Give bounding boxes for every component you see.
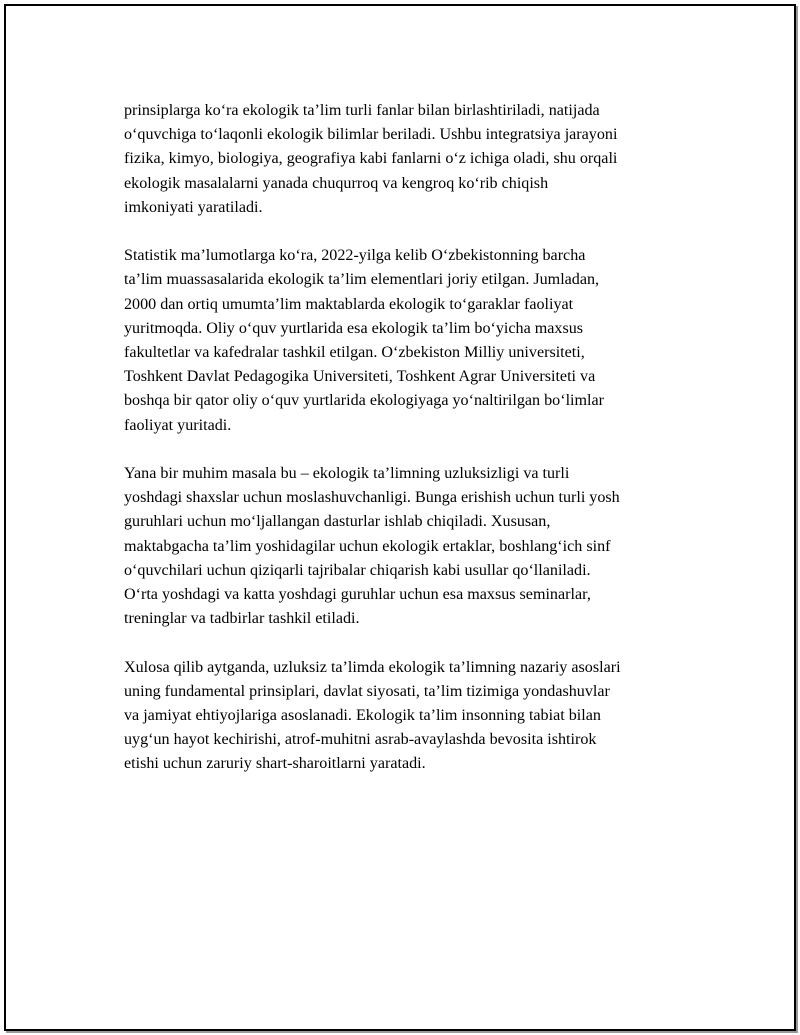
document-body (124, 99, 684, 801)
text-line: etishi uchun zaruriy shart-sharoitlarni yaratadi. (124, 755, 426, 773)
text-line: prinsiplarga koʻra ekologik taʼlim turli fanlar bilan birlashtiriladi, natijada (124, 102, 600, 119)
text-line: oʻquvchiga toʻlaqonli ekologik bilimlar beriladi. Ushbu integratsiya jarayoni (124, 126, 618, 144)
text-line: uning fundamental prinsiplari, davlat siyosati, taʼlim tizimiga yondashuvlar (124, 682, 610, 700)
text-line: va jamiyat ehtiyojlariga asoslanadi. Ekologik taʼlim insonning tabiat bilan (124, 707, 601, 725)
text-line: uygʻun hayot kechirishi, atrof-muhitni asrab-avaylashda bevosita ishtirok (124, 731, 597, 749)
text-line: faoliyat yuritadi. (124, 416, 232, 434)
text-line: boshqa bir qator oliy oʻquv yurtlarida ekologiyaga yoʻnaltirilgan boʻlimlar (124, 392, 605, 410)
text-line: maktabgacha taʼlim yoshidagilar uchun ekologik ertaklar, boshlangʻich sinf (124, 537, 611, 555)
text-line: Yana bir muhim masala bu – ekologik taʼlimning uzluksizligi va turli (124, 465, 570, 483)
paragraph-1 (124, 99, 684, 220)
text-line: fizika, kimyo, biologiya, geografiya kabi fanlarni oʻz ichiga oladi, shu orqali (124, 150, 618, 168)
text-line: Xulosa qilib aytganda, uzluksiz taʼlimda ekologik taʼlimning nazariy asoslari (124, 658, 621, 676)
paragraph-3 (124, 462, 684, 631)
text-line: taʼlim muassasalarida ekologik taʼlim elementlari joriy etilgan. Jumladan, (124, 271, 600, 289)
text-line: 2000 dan ortiq umumtaʼlim maktablarda ekologik toʻgaraklar faoliyat (124, 295, 574, 313)
paragraph-2 (124, 244, 684, 438)
text-line: yuritmoqda. Oliy oʻquv yurtlarida esa ekologik taʼlim boʻyicha maxsus (124, 319, 584, 337)
text-line: treninglar va tadbirlar tashkil etiladi. (124, 610, 360, 628)
text-line: ekologik masalalarni yanada chuqurroq va kengroq koʻrib chiqish (124, 174, 549, 192)
text-line: fakultetlar va kafedralar tashkil etilgan. Oʻzbekiston Milliy universiteti, (124, 344, 585, 362)
text-line: oʻquvchilari uchun qiziqarli tajribalar chiqarish kabi usullar qoʻllaniladi. (124, 561, 591, 579)
page-frame (4, 4, 796, 1031)
text-line: guruhlari uchun moʻljallangan dasturlar ishlab chiqiladi. Xususan, (124, 513, 551, 531)
text-line: imkoniyati yaratiladi. (124, 198, 263, 216)
text-line: Statistik maʼlumotlarga koʻra, 2022-yilga kelib Oʻzbekistonning barcha (124, 247, 586, 265)
paragraph-4 (124, 656, 684, 777)
text-line: Oʻrta yoshdagi va katta yoshdagi guruhlar uchun esa maxsus seminarlar, (124, 586, 591, 604)
text-line: yoshdagi shaxslar uchun moslashuvchanligi. Bunga erishish uchun turli yosh (124, 489, 620, 507)
text-line: Toshkent Davlat Pedagogika Universiteti, Toshkent Agrar Universiteti va (124, 368, 596, 386)
